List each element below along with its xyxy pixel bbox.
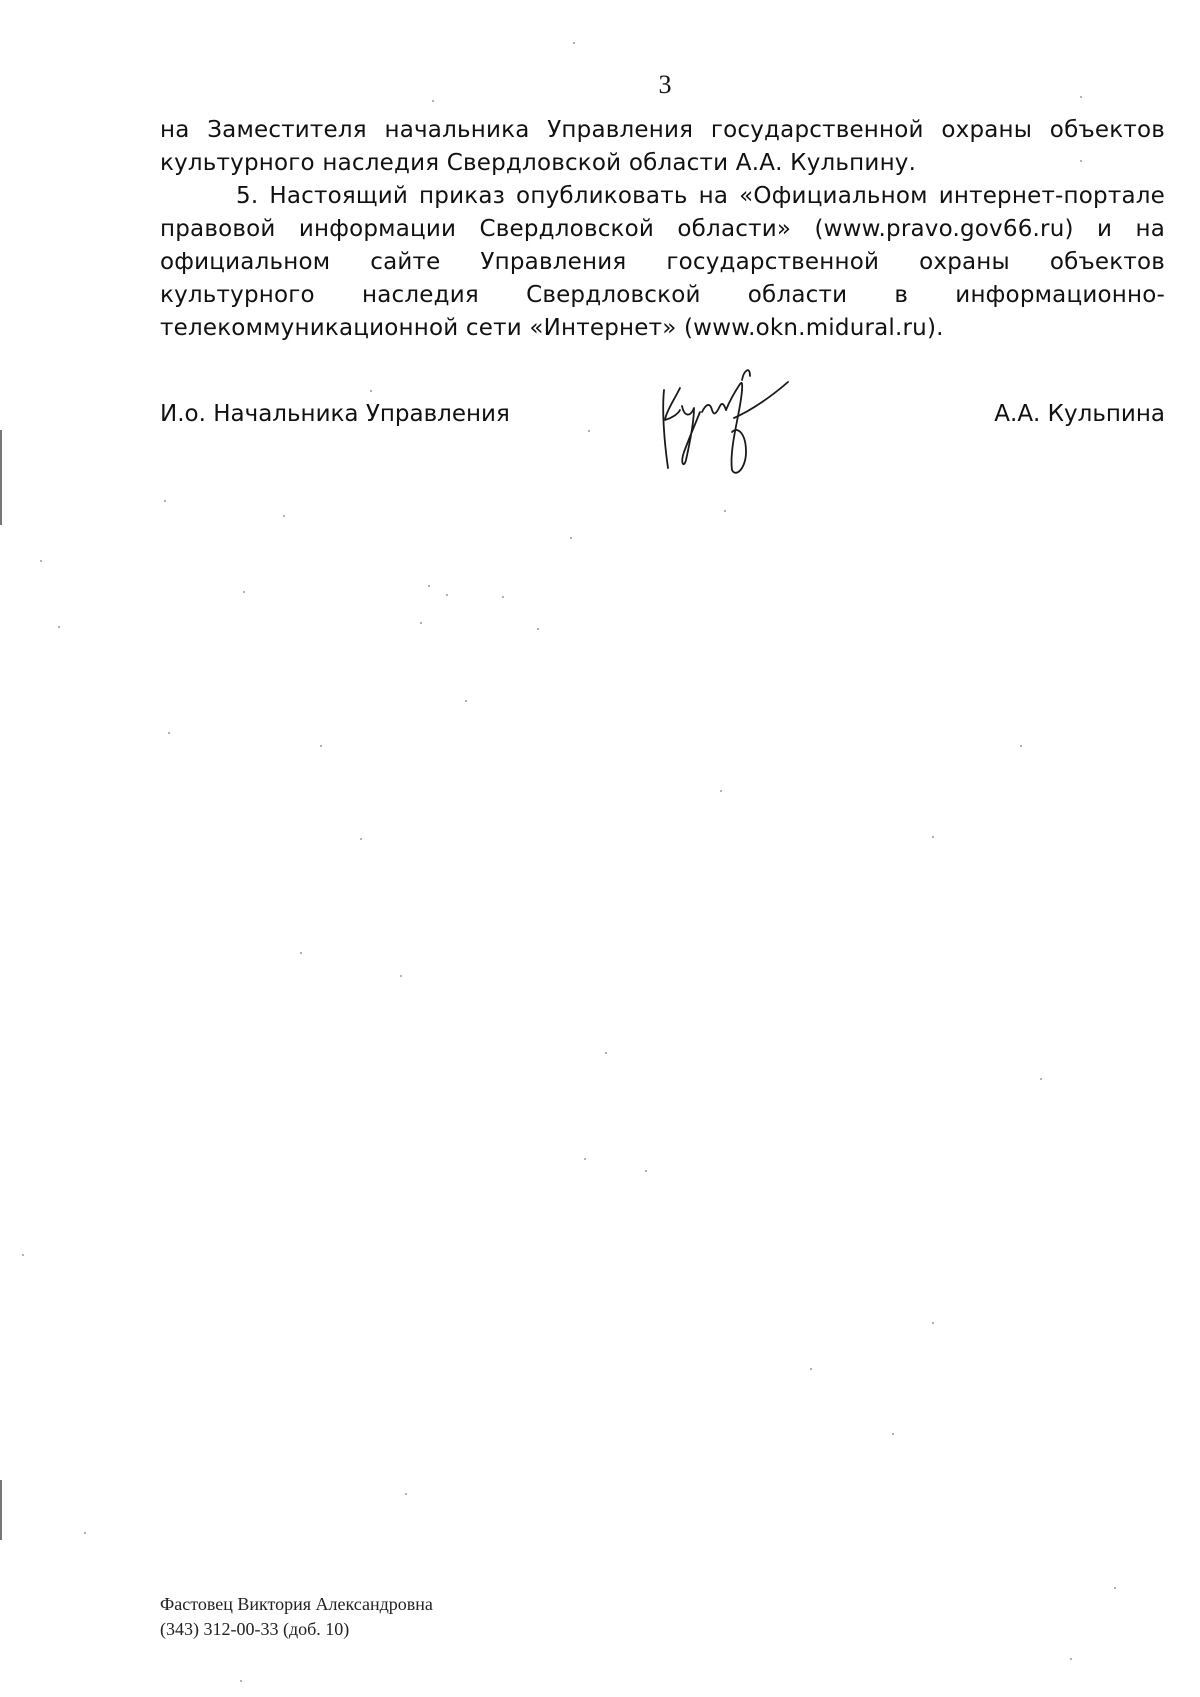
paragraph-continuation: на Заместителя начальника Управления государственной охраны объектов культурного наследия Свердловской области А.А. Кульпину. (160, 117, 1165, 176)
scan-speck (240, 1680, 242, 1682)
scan-speck (892, 1433, 894, 1435)
scan-speck (724, 510, 726, 512)
scan-speck (584, 1158, 586, 1160)
scan-speck (605, 1052, 607, 1054)
scan-speck (932, 836, 934, 838)
scan-speck (645, 1170, 647, 1172)
scan-speck (1070, 1658, 1072, 1660)
scan-speck (932, 1322, 934, 1324)
signatory-name: А.А. Кульпина (994, 401, 1165, 427)
scan-speck (502, 596, 504, 598)
scan-speck (22, 1254, 24, 1256)
scan-speck (164, 500, 166, 502)
scan-speck (570, 537, 572, 539)
scan-speck (40, 560, 42, 562)
scan-speck (465, 700, 467, 702)
scan-speck (243, 591, 245, 593)
scan-speck (573, 42, 575, 44)
scan-speck (300, 952, 302, 954)
signatory-position: И.о. Начальника Управления (160, 401, 510, 427)
page-number: 3 (658, 70, 672, 99)
scan-speck (588, 430, 590, 432)
scan-speck (1080, 160, 1082, 162)
signature-block (160, 380, 1165, 480)
scan-speck (428, 585, 430, 587)
scan-speck (168, 732, 170, 734)
scan-speck (1040, 1078, 1042, 1080)
scan-speck (1114, 1587, 1116, 1589)
scan-speck (320, 745, 322, 747)
executor-info (160, 1592, 433, 1642)
scan-speck (446, 594, 448, 596)
scan-speck (360, 838, 362, 840)
document-body (160, 114, 1165, 345)
scan-speck (432, 100, 434, 102)
handwritten-signature (650, 360, 800, 475)
scan-speck (420, 622, 422, 624)
scan-edge-mark (0, 1480, 2, 1540)
scan-edge-mark (0, 430, 2, 525)
scan-speck (283, 515, 285, 517)
paragraph-item-5: 5. Настоящий приказ опубликовать на «Официальном интернет-портале правовой информации Свердловской области» (www.pravo.gov66.ru) и на официальном сайте Управления государственной охраны объектов культурного наследия Свердловской области в информационно-телекоммуникационной сети «Интернет» (www.okn.midural.ru). (160, 183, 1165, 341)
executor-name: Фастовец Виктория Александровна (160, 1594, 433, 1614)
executor-phone: (343) 312-00-33 (доб. 10) (160, 1619, 350, 1639)
scan-speck (1080, 96, 1082, 98)
scan-speck (400, 975, 402, 977)
scan-speck (370, 390, 372, 392)
scan-speck (405, 1493, 407, 1495)
scan-speck (84, 1532, 86, 1534)
scan-speck (810, 1368, 812, 1370)
scan-speck (1020, 745, 1022, 747)
scan-speck (720, 790, 722, 792)
scan-speck (537, 628, 539, 630)
scan-speck (58, 626, 60, 628)
